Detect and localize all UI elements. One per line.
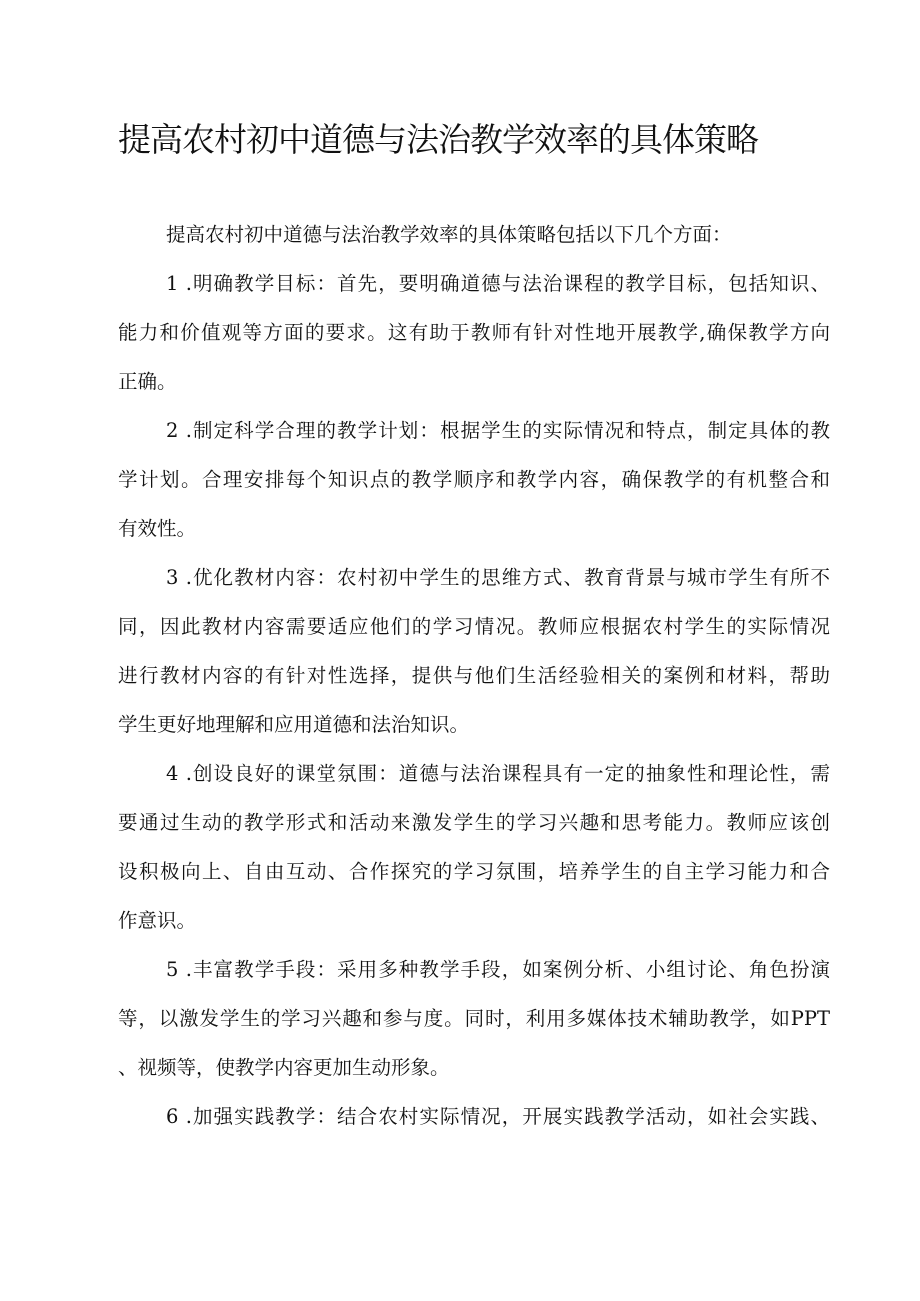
paragraph-line: 能力和价值观等方面的要求。这有助于教师有针对性地开展教学,确保教学方向 <box>118 321 830 344</box>
paragraph-line: 要通过生动的教学形式和活动来激发学生的学习兴趣和思考能力。教师应该创 <box>118 811 830 834</box>
paragraph-5 <box>118 945 830 1092</box>
paragraph-line: 正确。 <box>118 370 177 393</box>
document-title: 提高农村初中道德与法治教学效率的具体策略 <box>118 120 758 159</box>
paragraph-line: 、视频等，使教学内容更加生动形象。 <box>118 1056 450 1079</box>
paragraph-line: 学计划。合理安排每个知识点的教学顺序和教学内容，确保教学的有机整合和 <box>118 468 830 491</box>
paragraph-6 <box>118 1092 830 1141</box>
document-body <box>118 210 830 1141</box>
paragraph-line: 进行教材内容的有针对性选择，提供与他们生活经验相关的案例和材料，帮助 <box>118 664 830 687</box>
paragraph-line: 等，以激发学生的学习兴趣和参与度。同时，利用多媒体技术辅助教学，如PPT <box>118 1007 830 1030</box>
paragraph-2 <box>118 406 830 553</box>
intro-line: 提高农村初中道德与法治教学效率的具体策略包括以下几个方面： <box>166 223 732 246</box>
paragraph-line: 同，因此教材内容需要适应他们的学习情况。教师应根据农村学生的实际情况 <box>118 615 830 638</box>
paragraph-4 <box>118 749 830 945</box>
paragraph-3 <box>118 553 830 749</box>
paragraph-line: 有效性。 <box>118 517 197 540</box>
intro-paragraph <box>118 210 830 259</box>
paragraph-1 <box>118 259 830 406</box>
paragraph-line: 作意识。 <box>118 909 197 932</box>
paragraph-line: 4 .创设良好的课堂氛围：道德与法治课程具有一定的抽象性和理论性，需 <box>166 762 830 785</box>
paragraph-line: 3 .优化教材内容：农村初中学生的思维方式、教育背景与城市学生有所不 <box>166 566 830 589</box>
paragraph-line: 5 .丰富教学手段：采用多种教学手段，如案例分析、小组讨论、角色扮演 <box>166 958 830 981</box>
paragraph-line: 设积极向上、自由互动、合作探究的学习氛围，培养学生的自主学习能力和合 <box>118 860 830 883</box>
paragraph-line: 1 .明确教学目标：首先，要明确道德与法治课程的教学目标，包括知识、 <box>166 272 830 295</box>
paragraph-line: 6 .加强实践教学：结合农村实际情况，开展实践教学活动，如社会实践、 <box>166 1105 830 1128</box>
paragraph-line: 2 .制定科学合理的教学计划：根据学生的实际情况和特点，制定具体的教 <box>166 419 830 442</box>
paragraph-line: 学生更好地理解和应用道德和法治知识。 <box>118 713 470 736</box>
